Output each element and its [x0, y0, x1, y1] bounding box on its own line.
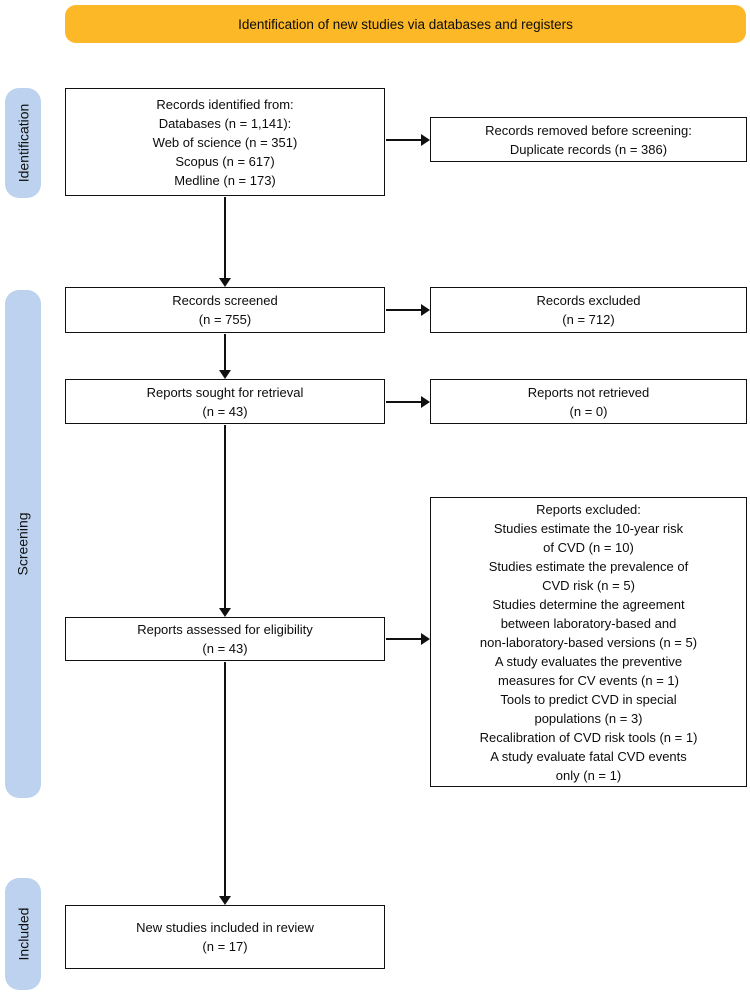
box-line: Databases (n = 1,141):	[158, 115, 292, 131]
new-studies-included-box	[65, 905, 385, 969]
box-line: (n = 17)	[202, 939, 248, 954]
banner	[65, 5, 746, 43]
box-line: Tools to predict CVD in special	[500, 691, 677, 707]
box-line: Records excluded	[536, 293, 641, 308]
stage-pill-screening	[5, 290, 41, 798]
arrow-right-sought-to-not-retrieved	[386, 396, 430, 408]
box-line: Reports excluded:	[536, 501, 641, 517]
stage-label-identification: Identification	[15, 103, 32, 183]
arrow-right-assessed-to-excluded	[386, 633, 430, 645]
box-line: (n = 0)	[569, 403, 608, 419]
stage-pill-identification	[5, 88, 41, 198]
box-line: (n = 43)	[202, 641, 248, 656]
records-excluded-box	[430, 287, 747, 333]
box-line: A study evaluate fatal CVD events	[490, 748, 687, 764]
box-line: Reports sought for retrieval	[146, 384, 304, 400]
box-line: A study evaluates the preventive	[494, 653, 683, 669]
arrow-down-identified-to-screened	[219, 197, 231, 287]
records-identified-box	[65, 88, 385, 196]
box-line: Records identified from:	[156, 96, 294, 112]
box-line: CVD risk (n = 5)	[542, 577, 635, 593]
box-line: between laboratory-based and	[500, 615, 677, 631]
box-line: Records removed before screening:	[485, 122, 692, 138]
box-line: Medline (n = 173)	[174, 172, 276, 188]
arrow-right-screened-to-excluded	[386, 304, 430, 316]
arrow-down-screened-to-sought	[219, 334, 231, 379]
box-line: Studies estimate the prevalence of	[488, 558, 689, 574]
box-line: (n = 43)	[202, 403, 248, 419]
box-line: of CVD (n = 10)	[543, 539, 634, 555]
stage-label-included: Included	[15, 907, 31, 961]
reports-not-retrieved-box	[430, 379, 747, 424]
box-line: Reports not retrieved	[527, 384, 650, 400]
box-line: Scopus (n = 617)	[175, 153, 275, 169]
box-line: only (n = 1)	[555, 767, 622, 783]
records-removed-box	[430, 117, 747, 162]
stage-pill-included	[5, 878, 41, 990]
reports-assessed-box	[65, 617, 385, 661]
box-line: Recalibration of CVD risk tools (n = 1)	[479, 729, 698, 745]
box-line: Web of science (n = 351)	[152, 134, 298, 150]
box-line: Records screened	[172, 293, 278, 308]
box-line: Duplicate records (n = 386)	[509, 141, 668, 157]
box-line: Reports assessed for eligibility	[137, 622, 313, 637]
reports-excluded-box	[430, 497, 747, 787]
records-screened-box	[65, 287, 385, 333]
box-line: Studies determine the agreement	[492, 596, 685, 612]
box-line: non-laboratory-based versions (n = 5)	[479, 634, 698, 650]
box-line: Studies estimate the 10-year risk	[493, 520, 684, 536]
box-line: New studies included in review	[136, 920, 314, 935]
box-line: (n = 712)	[562, 312, 615, 327]
stage-label-screening: Screening	[15, 512, 32, 576]
arrow-right-identified-to-removed	[386, 134, 430, 146]
box-line: (n = 755)	[198, 312, 252, 327]
box-line: populations (n = 3)	[534, 710, 643, 726]
arrow-down-assessed-to-included	[219, 662, 231, 905]
reports-sought-box	[65, 379, 385, 424]
arrow-down-sought-to-assessed	[219, 425, 231, 617]
box-line: measures for CV events (n = 1)	[498, 672, 679, 688]
banner-label: Identification of new studies via databases and registers	[238, 16, 573, 32]
